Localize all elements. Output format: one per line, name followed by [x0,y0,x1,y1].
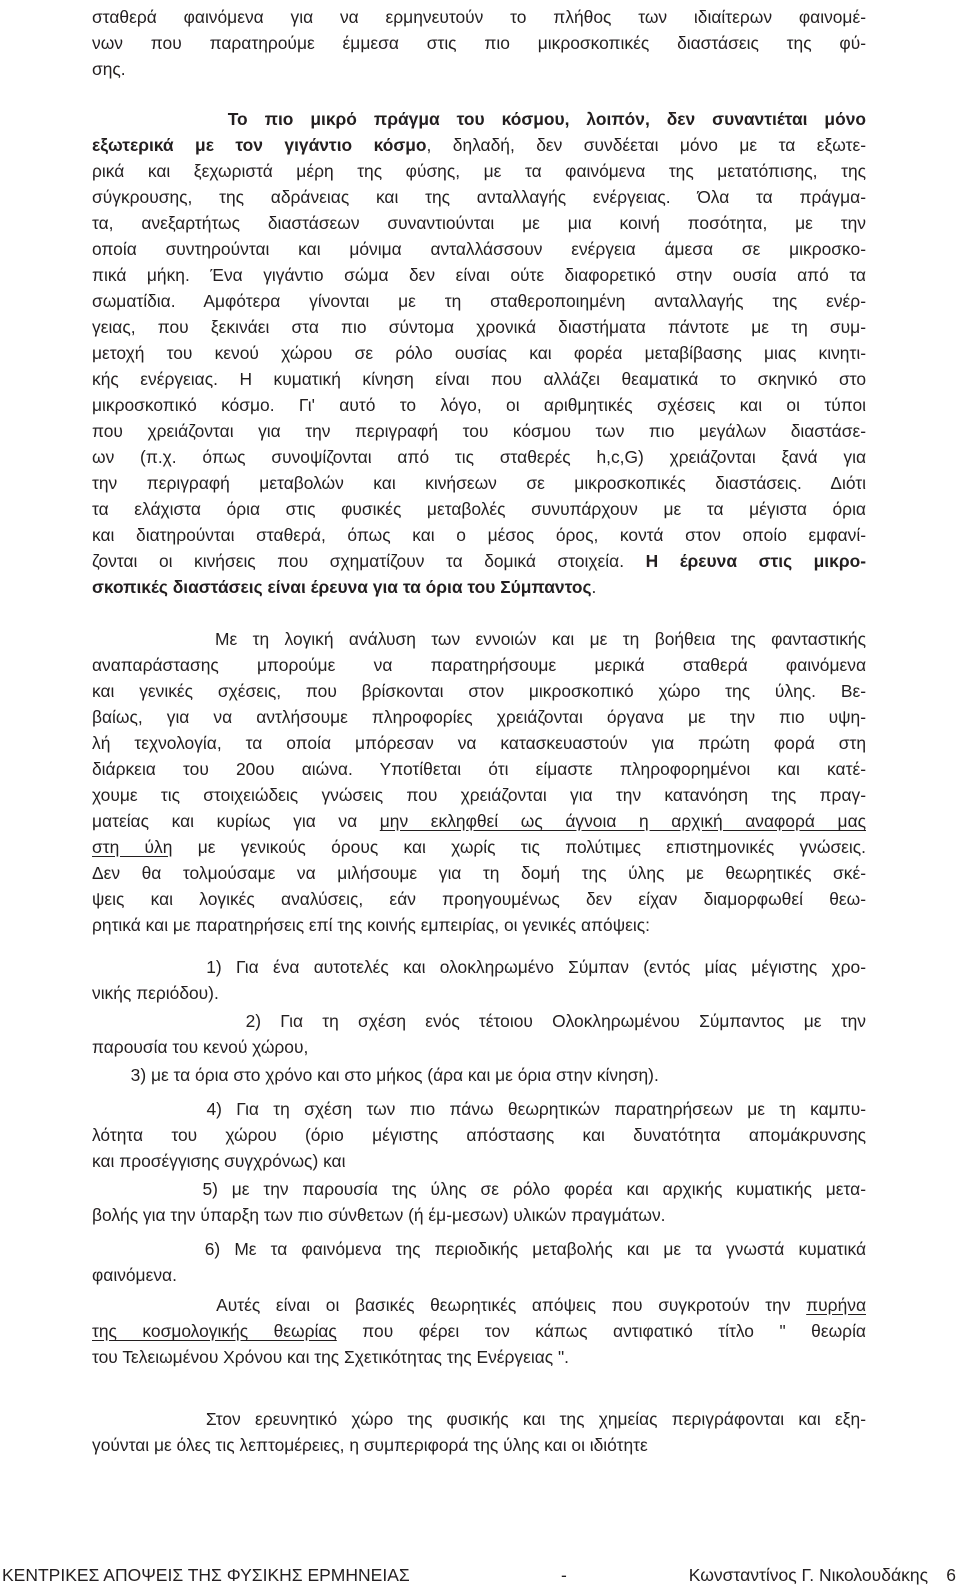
text-run: τα, ανεξαρτήτως διαστάσεων συναντιούνται με μια κοινή ποσότητα, με την [92,213,866,233]
text-line [92,238,866,264]
text-line [92,6,866,32]
text-run: βολής για την ύπαρξη των πιο σύνθετων (ή έμ-μεσων) υλικών πραγμάτων. [92,1205,666,1225]
text-line [92,32,866,58]
text-run: χουμε τις στοιχειώδεις γνώσεις που χρειάζονται για την κατανόηση της πραγ- [92,785,866,805]
text-run: λότητα του χώρου (όριο μέγιστης απόστασης και δυνατότητα απομάκρυνσης [92,1125,866,1145]
text-run: και διατηρούνται σταθερά, όπως και ο μέσος όρος, κοντά στον οποίο εμφανί- [92,525,866,545]
text-line [92,1264,866,1290]
text-line [92,862,866,888]
text-line [92,342,866,368]
text-run: και προσέγγισης συγχρόνως) και [92,1151,346,1171]
text-run: νικής περιόδου). [92,983,219,1003]
text-run: Δεν θα τολμούσαμε να μιλήσουμε για τη δομή της ύλης με θεωρητικές σκέ- [92,863,866,883]
footer-separator: - [561,1565,567,1585]
text-line [92,1294,866,1320]
underlined-text: στη ύλη [92,837,173,857]
text-run: νων που παρατηρούμε έμμεσα στις πιο μικροσκοπικές διαστάσεις της φύ- [92,33,866,53]
text-run: οποία συντηρούνται και μόνιμα ανταλλάσσουν ενέργεια άμεσα σε μικροσκο- [92,239,866,259]
text-run: Με τη λογική ανάλυση των εννοιών και με τη βοήθεια της φανταστικής [92,629,866,649]
text-run: σωματίδια. Αμφότερα γίνονται με τη σταθεροποιημένη ανταλλαγής της ενέρ- [92,291,866,311]
text-line [92,1204,866,1230]
text-line [92,1098,866,1124]
text-line [92,420,866,446]
text-run: μετοχή του κενού χώρου σε ρόλο ουσίας και φορέα μεταβίβασης μιας κινητι- [92,343,866,363]
text-line [92,1150,866,1176]
text-line [92,680,866,706]
text-line [92,1346,866,1372]
bold-text: Το πιο μικρό πράγμα του κόσμου, λοιπόν, δεν συναντιέται μόνο [227,109,866,129]
text-run: γειας, που ξεκινάει στα πιο σύντομα χρονικά διαστήματα πάντοτε με τη συμ- [92,317,866,337]
text-run: 3) με τα όρια στο χρόνο και στο μήκος (άρα και με όρια στην κίνηση). [92,1065,659,1085]
text-run: και γενικές σχέσεις, που βρίσκονται στον μικροσκοπικό χώρο της ύλης. Βε- [92,681,866,701]
text-line [92,186,866,212]
text-run: ματείας και κυρίως για να [92,811,380,831]
text-line [92,160,866,186]
text-line [92,1320,866,1346]
text-run: ψεις και λογικές αναλύσεις, εάν προηγουμένως δεν είχαν διαμορφωθεί θεω- [92,889,866,909]
bold-text: σκοπικές διαστάσεις είναι έρευνα για τα όρια του Σύμπαντος [92,577,592,597]
text-run: βαίως, για να αντλήσουμε πληροφορίες χρειάζονται όργανα με την πιο υψη- [92,707,866,727]
text-run: Στον ερευνητικό χώρο της φυσικής και της χημείας περιγράφονται και εξη- [92,1409,866,1429]
text-line [92,732,866,758]
text-run: παρουσία του κενού χώρου, [92,1037,309,1057]
text-run: ζονται οι κινήσεις που σχηματίζουν τα δομικά στοιχεία. [92,551,646,571]
text-line [92,1238,866,1264]
text-run: ων (π.χ. όπως συνοψίζονται από τις σταθερές h,c,G) χρειάζονται ξανά για [92,447,866,467]
text-run: του Τελειωμένου Χρόνου και της Σχετικότητας της Ενέργειας ". [92,1347,570,1367]
text-line [92,264,866,290]
text-run: λή τεχνολογία, τα οποία μπόρεσαν να κατασκευαστούν για πρώτη φορά στη [92,733,866,753]
text-line [92,1010,866,1036]
text-run: διάρκεια του 20ου αιώνα. Υποτίθεται ότι είμαστε πληροφορημένοι και κατέ- [92,759,866,779]
footer-page-number: 6 [946,1565,956,1585]
footer-author: Κωνσταντίνος Γ. Νικολουδάκης [688,1565,928,1585]
text-line [92,472,866,498]
footer-title: ΚΕΝΤΡΙΚΕΣ ΑΠΟΨΕΙΣ ΤΗΣ ΦΥΣΙΚΗΣ ΕΡΜΗΝΕΙΑΣ [2,1565,410,1585]
text-run: κής ενέργειας. Η κυματική κίνηση είναι που αλλάζει θεαματικά το σκηνικό στο [92,369,866,389]
text-run: μικροσκοπικό κόσμο. Γι' αυτό το λόγο, οι αριθμητικές σχέσεις και οι τύποι [92,395,866,415]
text-line [92,888,866,914]
text-line [92,290,866,316]
text-run: πικά μήκη. Ένα γιγάντιο σώμα δεν είναι ούτε διαφορετικό στην ουσία από τα [92,265,866,285]
text-line [92,956,866,982]
text-run: σταθερά φαινόμενα για να ερμηνευτούν το πλήθος των ιδιαίτερων φαινομέ- [92,7,866,27]
text-run: 1) Για ένα αυτοτελές και ολοκληρωμένο Σύμπαν (εντός μίας μέγιστης χρο- [92,957,866,977]
text-line [92,706,866,732]
text-run: την περιγραφή μεταβολών και κινήσεων σε μικροσκοπικές διαστάσεις. Διότι [92,473,866,493]
text-line [92,498,866,524]
text-run: Αυτές είναι οι βασικές θεωρητικές απόψεις που συγκροτούν την [92,1295,807,1315]
text-run: 5) με την παρουσία της ύλης σε ρόλο φορέα και αρχικής κυματικής μετα- [92,1179,866,1199]
text-line [92,1434,866,1460]
text-run: ρητικά και με παρατηρήσεις επί της κοινής εμπειρίας, οι γενικές απόψεις: [92,915,650,935]
text-line [92,524,866,550]
text-run: 4) Για τη σχέση των πιο πάνω θεωρητικών παρατηρήσεων με τη καμπυ- [92,1099,866,1119]
text-line [92,1178,866,1204]
underlined-text: πυρήνα [806,1295,866,1315]
text-run: τα ελάχιστα όρια στις φυσικές μεταβολές συνυπάρχουν με τα μέγιστα όρια [92,499,866,519]
text-line [92,576,866,602]
text-line [92,134,866,160]
text-line [92,394,866,420]
text-run: με γενικούς όρους και χωρίς τις πολύτιμες επιστημονικές γνώσεις. [172,837,867,857]
text-run: αναπαράστασης μπορούμε να παρατηρήσουμε μερικά σταθερά φαινόμενα [92,655,866,675]
text-run: που φέρει τον κάπως αντιφατικό τίτλο " θεωρία [336,1321,866,1341]
text-run: σης. [92,59,126,79]
page-footer [0,1563,960,1591]
text-line [92,758,866,784]
text-line [92,810,866,836]
text-run [92,109,228,129]
text-line [92,982,866,1008]
text-run: ρικά και ξεχωριστά μέρη της φύσης, με τα φαινόμενα της μετατόπισης, της [92,161,866,181]
bold-text: εξωτερικά με τον γιγάντιο κόσμο [92,135,427,155]
text-line [92,1408,866,1434]
text-line [92,368,866,394]
text-run: 2) Για τη σχέση ενός τέτοιου Ολοκληρωμένου Σύμπαντος με την [92,1011,866,1031]
text-line [92,212,866,238]
text-line [92,1064,866,1090]
text-line [92,316,866,342]
text-run: φαινόμενα. [92,1265,177,1285]
text-run: σύγκρουσης, της αδράνειας και της ανταλλαγής ενέργειας. Όλα τα πράγμα- [92,187,866,207]
text-line [92,550,866,576]
text-line [92,1124,866,1150]
text-run: 6) Με τα φαινόμενα της περιοδικής μεταβολής και με τα γνωστά κυματικά [92,1239,866,1259]
text-run: γούνται με όλες τις λεπτομέρειες, η συμπεριφορά της ύλης και οι ιδιότητε [92,1435,648,1455]
text-run: που χρειάζονται για την περιγραφή του κόσμου των πιο μεγάλων διαστάσε- [92,421,866,441]
text-line [92,836,866,862]
underlined-text: της κοσμολογικής θεωρίας [92,1321,337,1341]
text-line [92,784,866,810]
text-line [92,58,866,84]
bold-text: Η έρευνα στις μικρο- [645,551,867,571]
text-line [92,446,866,472]
text-line [92,914,866,940]
text-run: . [591,577,597,597]
text-line [92,1036,866,1062]
text-line [92,108,866,134]
underlined-text: μην εκληφθεί ως άγνοια η αρχική αναφορά μας [379,811,866,831]
text-line [92,654,866,680]
text-run: , δηλαδή, δεν συνδέεται μόνο με τα εξωτε- [426,135,866,155]
text-line [92,628,866,654]
